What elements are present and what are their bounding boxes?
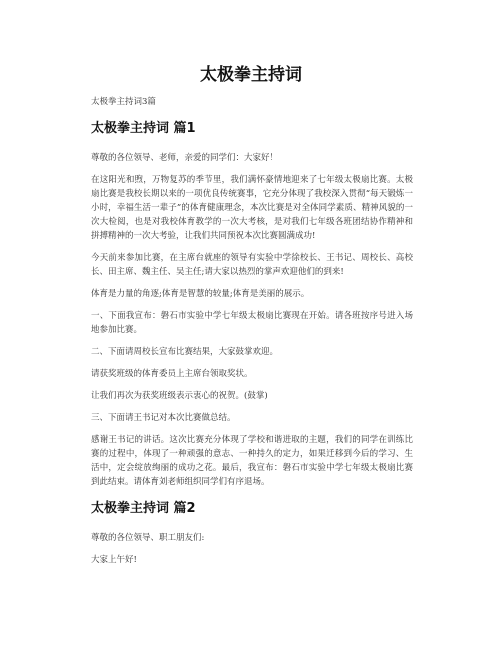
- document-subtitle: 太极拳主持词3篇: [91, 97, 156, 107]
- section-1: [91, 121, 413, 489]
- paragraph: 大家上午好!: [91, 555, 137, 565]
- paragraph: 尊敬的各位领导、老师，亲爱的同学们：大家好！: [91, 153, 279, 163]
- paragraph: 一、下面我宣布：磐石市实验中学七年级太极扇比赛现在开始。请各班按序号进入场地参加比赛。: [91, 311, 413, 335]
- paragraph: 三、下面请王书记对本次比赛做总结。: [91, 413, 236, 423]
- paragraph: 体育是力量的角逐;体育是智慧的较量;体育是美丽的展示。: [91, 289, 310, 299]
- paragraph: 今天前来参加比赛，在主席台就座的领导有实验中学徐校长、王书记、周校长、高校长、田主席、魏主任、吴主任;请大家以热烈的掌声欢迎他们的到来!: [91, 253, 413, 277]
- section-heading: 太极拳主持词 篇1: [91, 121, 196, 136]
- document-title: 太极拳主持词: [200, 65, 302, 85]
- paragraph: 请获奖班级的体育委员上主席台领取奖状。: [91, 369, 253, 379]
- document-body: [91, 96, 413, 575]
- paragraph: 感谢王书记的讲话。这次比赛充分体现了学校和谐进取的主题，我们的同学在训练比赛的过程中，体现了一种顽强的意志、一种持久的定力，如果迁移到今后的学习、生活中，定会绽放绚丽的成功之花。最后，我宣布：磐石市实验中学七年级太极扇比赛到此结束。请体育刘老师组织同学们有序退场。: [91, 435, 413, 487]
- section-2: [91, 501, 413, 567]
- paragraph: 在这阳光和煦，万物复苏的季节里，我们满怀豪情地迎来了七年级太极扇比赛。太极扇比赛是我校长期以来的一项优良传统赛事，它充分体现了我校深入贯彻“每天锻炼一小时，幸福生活一辈子”的体育健康理念，本次比赛是对全体同学素质、精神风貌的一次大检阅，也是对我校体育教学的一次大考核，是对我们七年级各班团结协作精神和拼搏精神的一次大考验，让我们共同预祝本次比赛圆满成功!: [91, 175, 413, 241]
- section-heading: 太极拳主持词 篇2: [91, 501, 196, 516]
- paragraph: 二、下面请周校长宣布比赛结果，大家鼓掌欢迎。: [91, 347, 279, 357]
- paragraph: 尊敬的各位领导、职工朋友们:: [91, 533, 205, 543]
- paragraph: 让我们再次为获奖班级表示衷心的祝贺。(鼓掌): [91, 391, 268, 401]
